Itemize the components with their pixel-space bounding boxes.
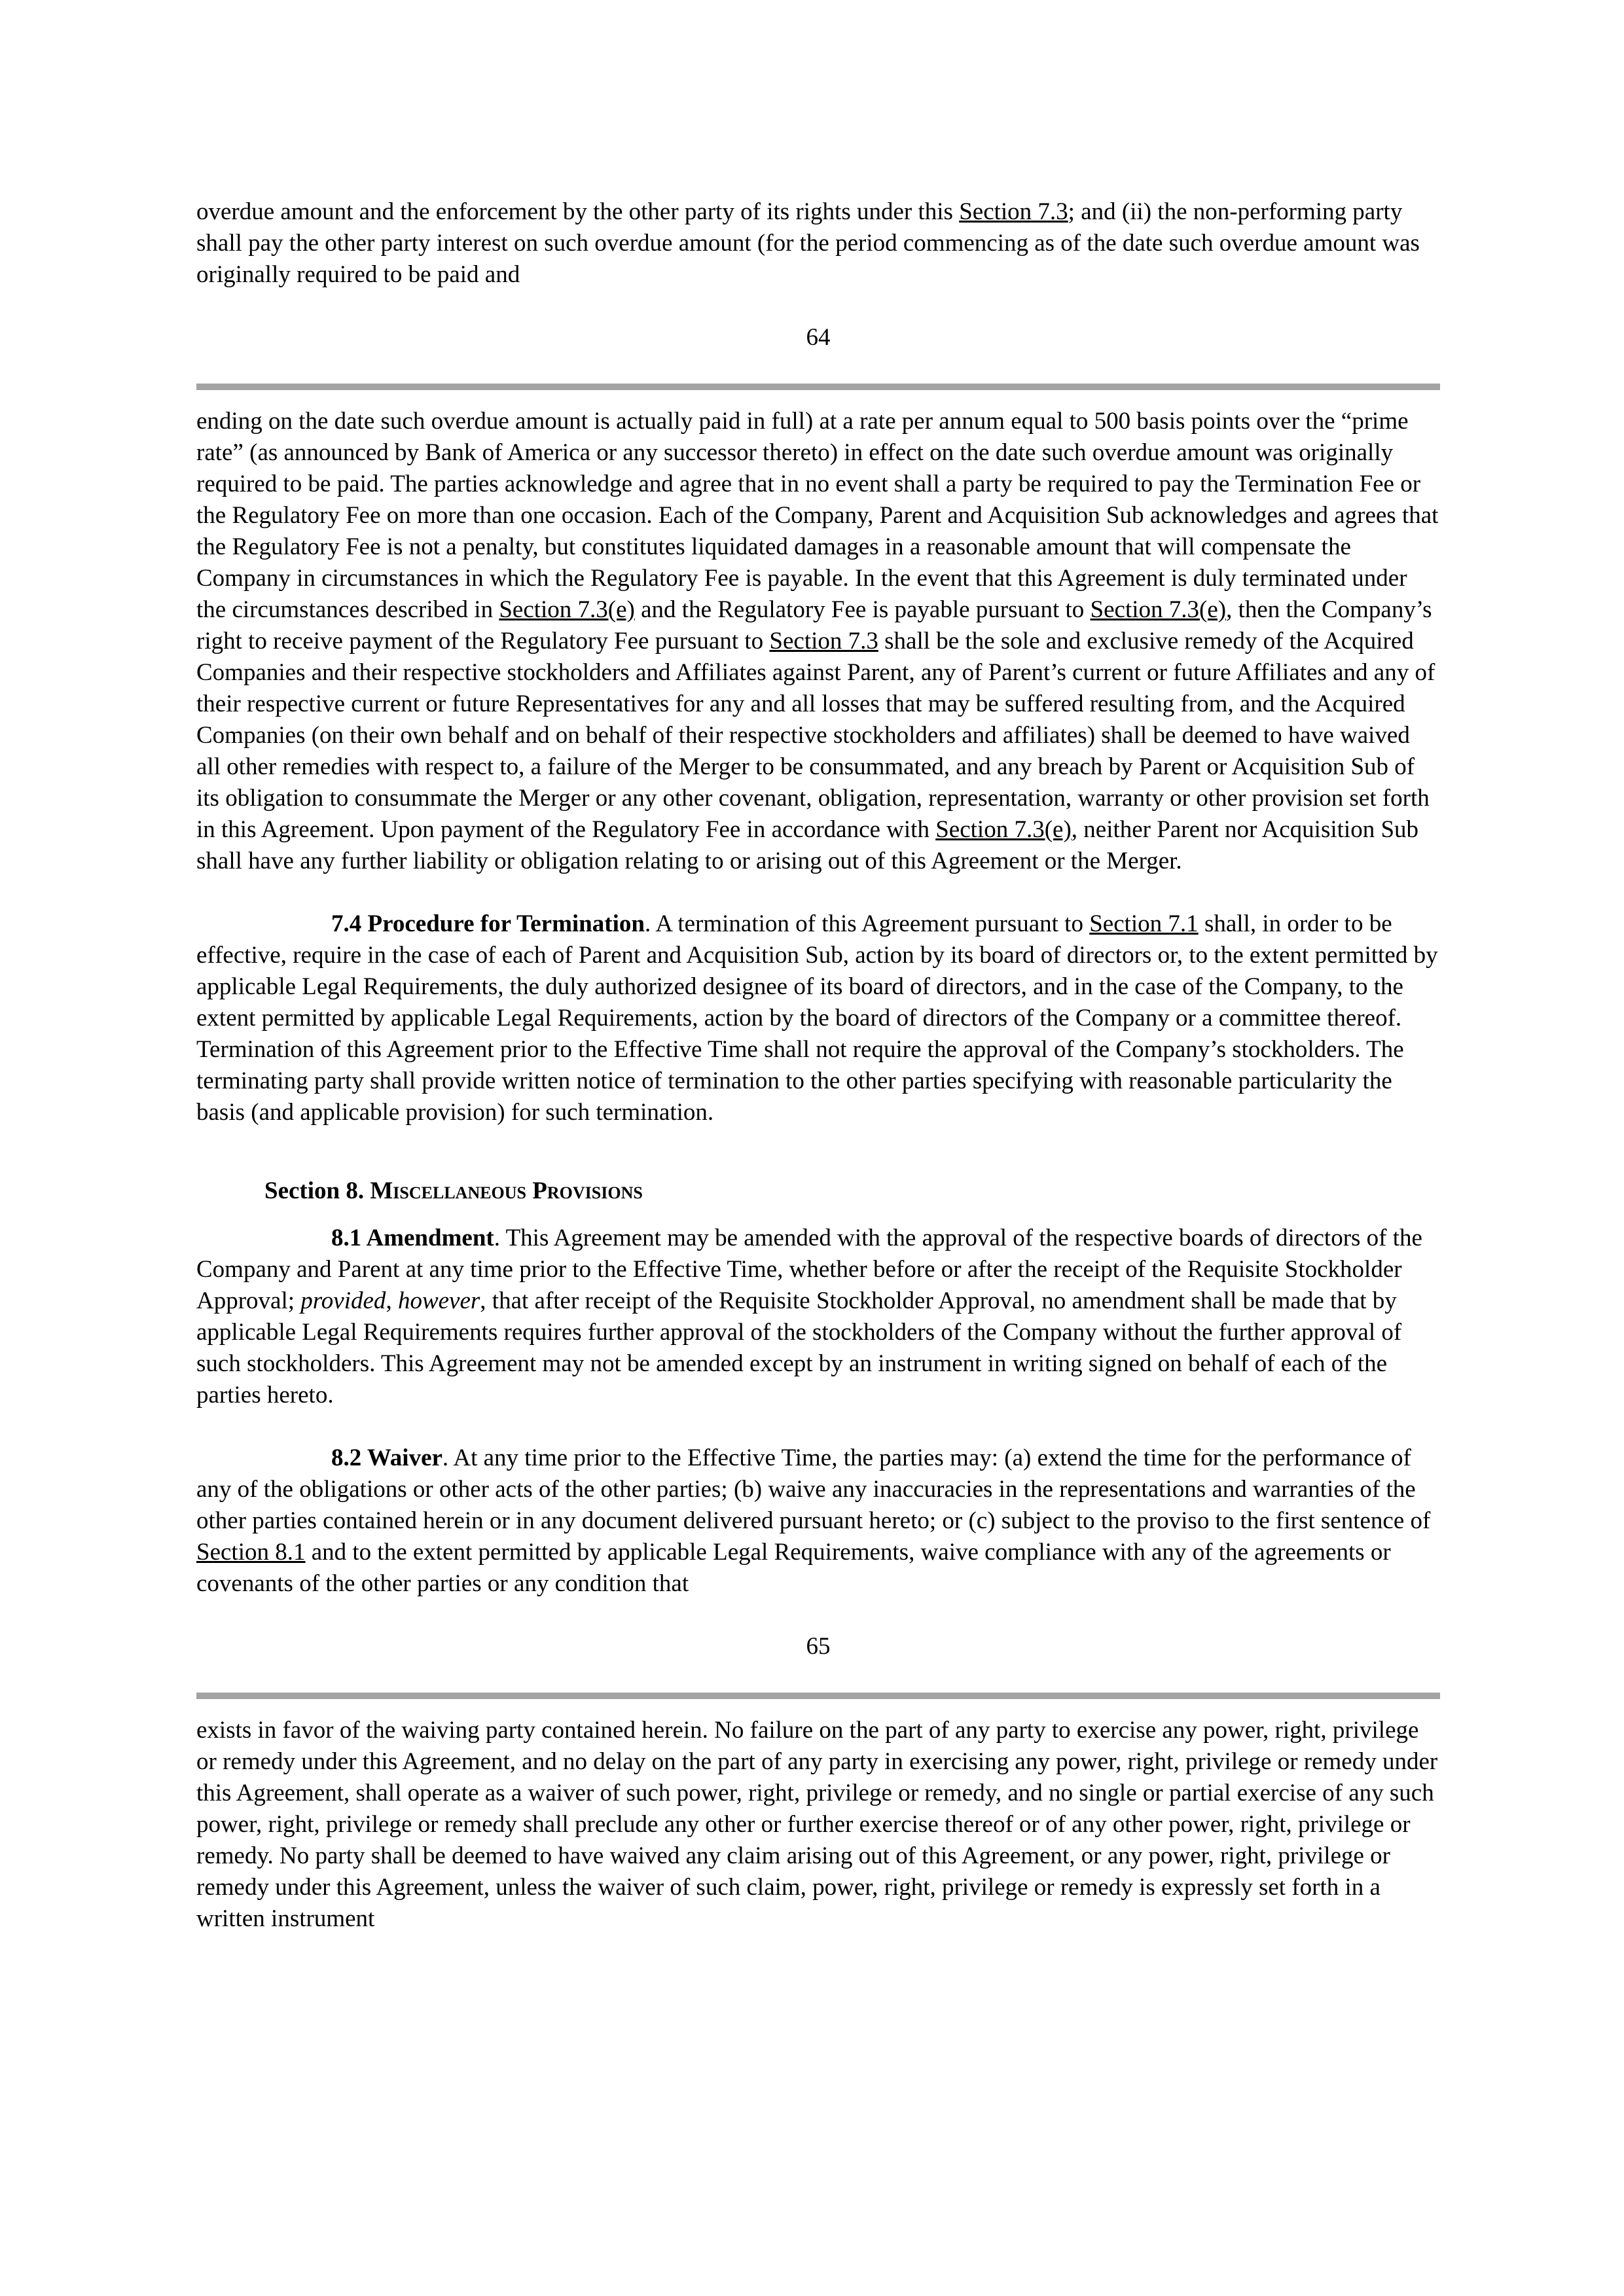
paragraph-waiver-continued: exists in favor of the waiving party contained herein. No failure on the part of any party to exercise any power, right, privilege or remedy under this Agreement, and no delay on the part of any party in exercising any power, right, privilege or remedy under this Agreement, shall operate as a waiver of such power, right, privilege or remedy, and no single or partial exercise of any such power, right, privilege or remedy shall preclude any other or further exercise thereof or of any other power, right, privilege or remedy. No party shall be deemed to have waived any claim arising out of this Agreement, or any power, right, privilege or remedy under this Agreement, unless the waiver of such claim, power, right, privilege or remedy is expressly set forth in a written instrument bbox=[196, 1717, 1438, 1932]
clause-heading: 8.2 Waiver bbox=[331, 1444, 442, 1471]
paragraph-overdue-amount: overdue amount and the enforcement by the other party of its rights under this Section 7.3; and (ii) the non-performing party shall pay the other party interest on such overdue amount (for the period commencing as of the date such overdue amount was originally required to be paid and bbox=[196, 198, 1420, 288]
section-7-3-link[interactable]: Section 7.3 bbox=[959, 198, 1068, 225]
section-7-1-link[interactable]: Section 7.1 bbox=[1089, 910, 1199, 937]
section-7-3-e-link[interactable]: Section 7.3(e) bbox=[1090, 596, 1227, 623]
paragraph-8-1-amendment: 8.1 Amendment. This Agreement may be amended with the approval of the respective boards of directors of the Company and Parent at any time prior to the Effective Time, whether before or after the receipt of the Requisite Stockholder Approval; provided, however, that after receipt of the Requisite Stockholder Approval, no amendment shall be made that by applicable Legal Requirements requires further approval of the stockholders of the Company without the further approval of such stockholders. This Agreement may not be amended except by an instrument in writing signed on behalf of each of the parties hereto. bbox=[196, 1225, 1422, 1408]
paragraph-regulatory-fee: ending on the date such overdue amount is actually paid in full) at a rate per annum equal to 500 basis points over the “prime rate” (as announced by Bank of America or any successor thereto) in effect on the date such overdue amount was originally required to be paid. The parties acknowledge and agree that in no event shall a party be required to pay the Termination Fee or the Regulatory Fee on more than one occasion. Each of the Company, Parent and Acquisition Sub acknowledges and agrees that the Regulatory Fee is not a penalty, but constitutes liquidated damages in a reasonable amount that will compensate the Company in circumstances in which the Regulatory Fee is payable. In the event that this Agreement is duly terminated under the circumstances described in Section 7.3(e) and the Regulatory Fee is payable pursuant to Section 7.3(e), then the Company’s right to receive payment of the Regulatory Fee pursuant to Section 7.3 shall be the sole and exclusive remedy of the Acquired Companies and their respective stockholders and Affiliates against Parent, any of Parent’s current or future Affiliates and any of their respective current or future Representatives for any and all losses that may be suffered resulting from, and the Acquired Companies (on their own behalf and on behalf of their respective stockholders and affiliates) shall be deemed to have waived all other remedies with respect to, a failure of the Merger to be consummated, and any breach by Parent or Acquisition Sub of its obligation to consummate the Merger or any other covenant, obligation, representation, warranty or other provision set forth in this Agreement. Upon payment of the Regulatory Fee in accordance with Section 7.3(e), neither Parent nor Acquisition Sub shall have any further liability or obligation relating to or arising out of this Agreement or the Merger. bbox=[196, 408, 1439, 874]
section-7-3-e-link[interactable]: Section 7.3(e) bbox=[935, 816, 1072, 843]
section-7-3-link[interactable]: Section 7.3 bbox=[769, 628, 878, 655]
clause-heading: 7.4 Procedure for Termination bbox=[331, 910, 645, 937]
document-page bbox=[196, 196, 1440, 1935]
clause-heading: 8.1 Amendment bbox=[331, 1225, 494, 1251]
section-8-heading: Section 8. Miscellaneous Provisions bbox=[264, 1177, 643, 1204]
paragraph-7-4-procedure-for-termination: 7.4 Procedure for Termination. A termination of this Agreement pursuant to Section 7.1 shall, in order to be effective, require in the case of each of Parent and Acquisition Sub, action by its board of directors or, to the extent permitted by applicable Legal Requirements, the duly authorized designee of its board of directors, and in the case of the Company, to the extent permitted by applicable Legal Requirements, action by the board of directors of the Company or a committee thereof. Termination of this Agreement prior to the Effective Time shall not require the approval of the Company’s stockholders. The terminating party shall provide written notice of termination to the other parties specifying with reasonable particularity the basis (and applicable provision) for such termination. bbox=[196, 910, 1438, 1126]
page-number: 64 bbox=[806, 324, 831, 351]
page-number: 65 bbox=[806, 1633, 831, 1660]
paragraph-8-2-waiver: 8.2 Waiver. At any time prior to the Effective Time, the parties may: (a) extend the time for the performance of any of the obligations or other acts of the other parties; (b) waive any inaccuracies in the representations and warranties of the other parties contained herein or in any document delivered pursuant hereto; or (c) subject to the proviso to the first sentence of Section 8.1 and to the extent permitted by applicable Legal Requirements, waive compliance with any of the agreements or covenants of the other parties or any condition that bbox=[196, 1444, 1431, 1597]
section-8-1-link[interactable]: Section 8.1 bbox=[196, 1539, 306, 1566]
page-break-divider bbox=[196, 384, 1440, 390]
section-7-3-e-link[interactable]: Section 7.3(e) bbox=[499, 596, 635, 623]
page-break-divider bbox=[196, 1693, 1440, 1699]
